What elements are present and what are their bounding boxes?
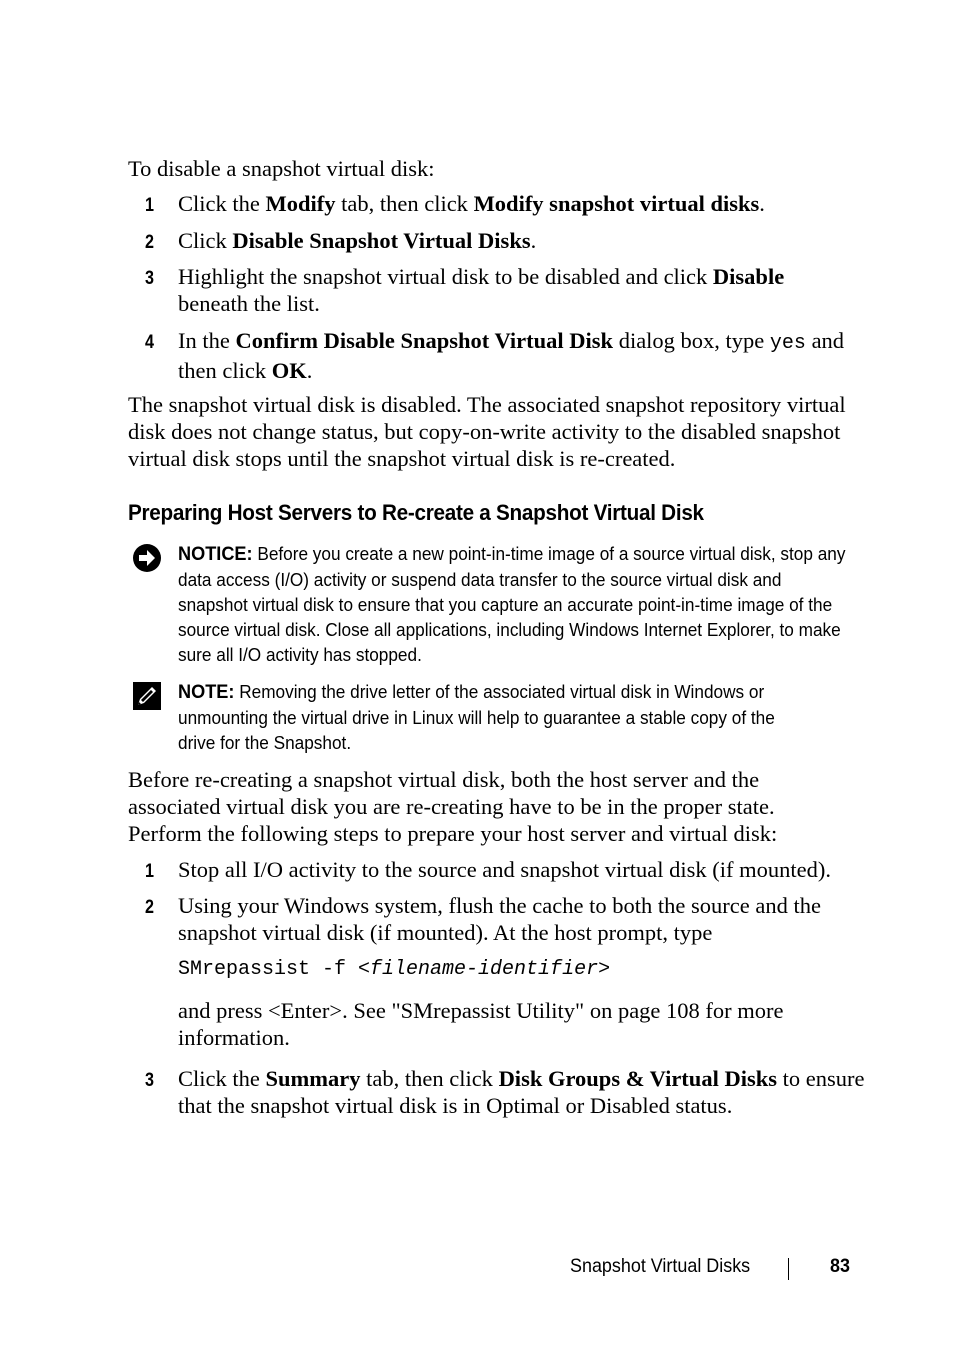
ui-label-summary: Summary bbox=[265, 1066, 361, 1091]
ui-label-disable-snapshot: Disable Snapshot Virtual Disks bbox=[232, 228, 531, 253]
list-item: 3 Highlight the snapshot virtual disk to be disabled and click Disable beneath the list. bbox=[145, 264, 785, 316]
paragraph: and press <Enter>. See "SMrepassist Utility" on page 108 for more information. bbox=[178, 998, 784, 1050]
notice-arrow-icon bbox=[132, 543, 162, 573]
list-item: 3 Click the Summary tab, then click Disk Groups & Virtual Disks to ensure that the snapshot virtual disk is in Optimal or Disabled status. bbox=[145, 1066, 865, 1118]
note-label: NOTE: bbox=[178, 681, 235, 703]
section-heading: Preparing Host Servers to Re-create a Snapshot Virtual Disk bbox=[128, 500, 704, 525]
code-yes: yes bbox=[769, 332, 806, 355]
footer-section-title: Snapshot Virtual Disks bbox=[570, 1255, 751, 1277]
paragraph: Before re-creating a snapshot virtual disk, both the host server and the associated virtual disk you are re-creating have to be in the proper state. Perform the following steps to prepare your host server and virtual disk: bbox=[128, 767, 778, 846]
ui-label-disable: Disable bbox=[712, 264, 785, 289]
list-item: 4 In the Confirm Disable Snapshot Virtual Disk dialog box, type yes and then click OK. bbox=[145, 328, 845, 383]
note-box bbox=[128, 679, 868, 755]
ui-label-confirm-dialog: Confirm Disable Snapshot Virtual Disk bbox=[235, 328, 614, 353]
ui-label-modify: Modify bbox=[265, 191, 336, 216]
step-number: 3 bbox=[145, 1070, 154, 1091]
note-pencil-icon bbox=[132, 681, 162, 711]
list-item: 1 Stop all I/O activity to the source and snapshot virtual disk (if mounted). bbox=[128, 856, 858, 883]
paragraph: The snapshot virtual disk is disabled. The associated snapshot repository virtual disk does not change status, but copy-on-write activity to the disabled snapshot virtual disk stops until the snapshot virtual disk is re-created. bbox=[128, 392, 846, 471]
list-item: 1 Click the Modify tab, then click Modify snapshot virtual disks. bbox=[128, 190, 858, 217]
notice-text: Before you create a new point-in-time image of a source virtual disk, stop any data access (I/O) activity or suspend data transfer to the source virtual disk and snapshot virtual disk to ensure that you capture an accurate point-in-time image of the source virtual disk. Close all applications, including Windows Internet Explorer, to make sure all I/O activity has stopped. bbox=[178, 543, 846, 665]
list-item: 2 Click Disable Snapshot Virtual Disks. bbox=[128, 227, 858, 254]
intro-text: To disable a snapshot virtual disk: bbox=[128, 156, 435, 181]
note-text: Removing the drive letter of the associated virtual disk in Windows or unmounting the virtual drive in Linux will help to guarantee a stable copy of the drive for the Snapshot. bbox=[178, 681, 775, 753]
step-number: 3 bbox=[145, 268, 154, 289]
code-argument: filename-identifier bbox=[370, 958, 599, 981]
step-number: 2 bbox=[145, 232, 154, 253]
list-item: 2 Using your Windows system, flush the cache to both the source and the snapshot virtual disk (if mounted). At the host prompt, type bbox=[145, 893, 821, 945]
step-number: 1 bbox=[145, 195, 154, 216]
step-number: 1 bbox=[145, 861, 154, 882]
step-number: 2 bbox=[145, 897, 154, 918]
page-number: 83 bbox=[830, 1255, 850, 1277]
ui-label-disk-groups: Disk Groups & Virtual Disks bbox=[498, 1066, 777, 1091]
notice-box bbox=[128, 541, 868, 667]
code-command: SMrepassist -f <filename-identifier> bbox=[178, 958, 611, 981]
footer-divider bbox=[788, 1258, 789, 1280]
step-number: 4 bbox=[145, 332, 154, 353]
ui-label-ok: OK bbox=[271, 358, 307, 383]
ui-label-modify-snapshot: Modify snapshot virtual disks bbox=[473, 191, 760, 216]
notice-label: NOTICE: bbox=[178, 543, 253, 565]
